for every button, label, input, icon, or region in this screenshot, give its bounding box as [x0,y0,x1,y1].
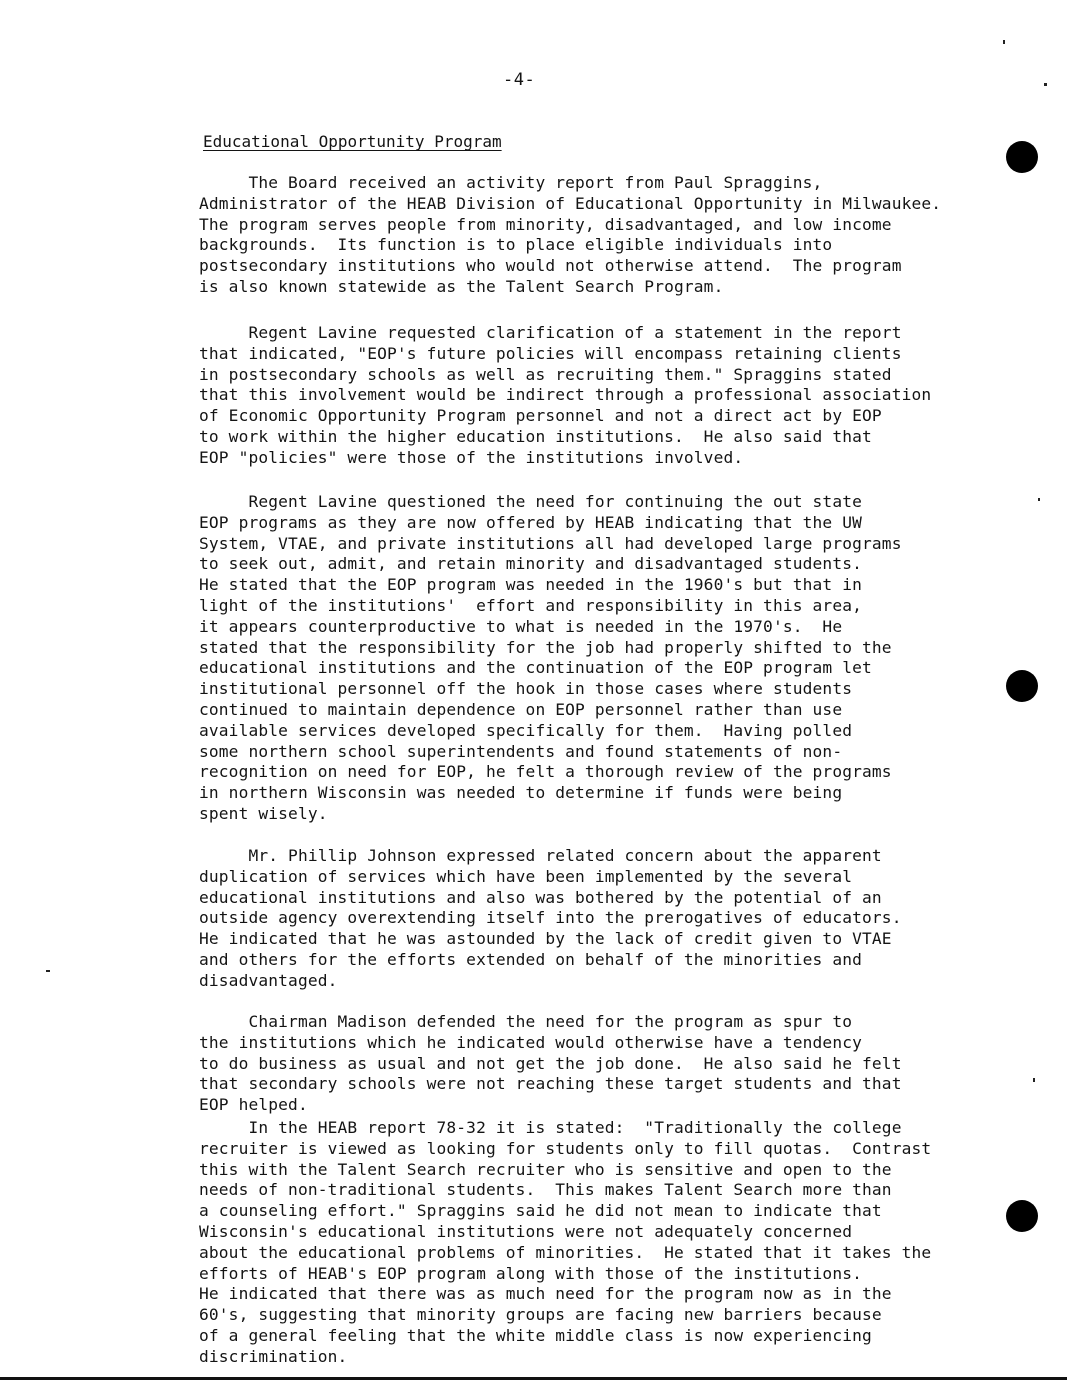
text-line: institutional personnel off the hook in those cases where students [199,679,853,699]
text-line: in northern Wisconsin was needed to determine if funds were being [199,783,843,803]
text-line: He indicated that there was as much need for the program now as in the [199,1284,892,1304]
text-line: EOP programs as they are now offered by HEAB indicating that the UW [199,512,863,532]
text-line: The Board received an activity report from Paul Spraggins, [199,173,823,192]
text-line: that secondary schools were not reaching these target students and that [199,1074,902,1094]
paragraph-johnson-concern [199,846,902,992]
text-line: about the educational problems of minorities. He stated that it takes the [199,1242,932,1262]
paragraph-madison-defended [199,1012,902,1116]
punch-hole [1006,141,1038,173]
scan-speck [46,970,50,972]
text-line: Mr. Phillip Johnson expressed related concern about the apparent [199,846,882,865]
text-line: duplication of services which have been implemented by the several [199,866,853,886]
text-line: Wisconsin's educational institutions were not adequately concerned [199,1221,853,1241]
scan-speck [1033,1078,1035,1082]
text-line: He indicated that he was astounded by the lack of credit given to VTAE [199,929,892,949]
text-line: System, VTAE, and private institutions all had developed large programs [199,533,902,553]
text-line: needs of non-traditional students. This makes Talent Search more than [199,1180,892,1200]
text-line: In the HEAB report 78-32 it is stated: "Traditionally the college [199,1118,902,1137]
text-line: to work within the higher education institutions. He also said that [199,426,872,446]
text-line: Regent Lavine questioned the need for continuing the out state [199,492,863,511]
text-line: some northern school superintendents and found statements of non- [199,741,843,761]
punch-hole [1006,670,1038,702]
text-line: He stated that the EOP program was needed in the 1960's but that in [199,575,863,595]
text-line: that indicated, "EOP's future policies will encompass retaining clients [199,343,902,363]
text-line: educational institutions and also was bothered by the potential of an [199,887,882,907]
text-line: backgrounds. Its function is to place eligible individuals into [199,235,833,255]
text-line: efforts of HEAB's EOP program along with those of the institutions. [199,1263,863,1283]
text-line: it appears counterproductive to what is needed in the 1970's. He [199,616,843,636]
text-line: stated that the responsibility for the job had properly shifted to the [199,637,892,657]
text-line: a counseling effort." Spraggins said he did not mean to indicate that [199,1201,882,1221]
scan-speck [1003,40,1005,44]
text-line: this with the Talent Search recruiter who is sensitive and open to the [199,1159,892,1179]
text-line: is also known statewide as the Talent Search Program. [199,276,724,296]
text-line: outside agency overextending itself into the prerogatives of educators. [199,908,902,928]
text-line: available services developed specifically for them. Having polled [199,720,853,740]
scan-speck [1044,83,1047,86]
scan-speck [1038,498,1040,501]
paragraph-heab-report [199,1118,931,1368]
text-line: recognition on need for EOP, he felt a thorough review of the programs [199,762,892,782]
text-line: disadvantaged. [199,970,338,990]
paragraph-lavine-clarification [199,323,931,469]
text-line: discrimination. [199,1346,348,1366]
text-line: and others for the efforts extended on behalf of the minorities and [199,949,863,969]
text-line: postsecondary institutions who would not otherwise attend. The program [199,256,902,276]
text-line: of a general feeling that the white middle class is now experiencing [199,1325,872,1345]
text-line: 60's, suggesting that minority groups are facing new barriers because [199,1305,882,1325]
text-line: to seek out, admit, and retain minority and disadvantaged students. [199,554,863,574]
text-line: educational institutions and the continuation of the EOP program let [199,658,872,678]
page-number: -4- [503,70,536,90]
text-line: continued to maintain dependence on EOP personnel rather than use [199,699,843,719]
section-heading: Educational Opportunity Program [203,132,502,151]
text-line: Regent Lavine requested clarification of a statement in the report [199,323,902,342]
text-line: EOP "policies" were those of the institutions involved. [199,447,744,467]
text-line: light of the institutions' effort and responsibility in this area, [199,595,863,615]
punch-hole [1006,1200,1038,1232]
paragraph-activity-report [199,173,941,298]
text-line: Chairman Madison defended the need for the program as spur to [199,1012,853,1031]
text-line: in postsecondary schools as well as recruiting them." Spraggins stated [199,364,892,384]
text-line: recruiter is viewed as looking for students only to fill quotas. Contrast [199,1138,932,1158]
text-line: Administrator of the HEAB Division of Educational Opportunity in Milwaukee. [199,193,942,213]
text-line: of Economic Opportunity Program personnel and not a direct act by EOP [199,406,882,426]
text-line: the institutions which he indicated would otherwise have a tendency [199,1032,863,1052]
text-line: that this involvement would be indirect through a professional association [199,385,932,405]
paragraph-lavine-questioned [199,492,902,825]
text-line: to do business as usual and not get the job done. He also said he felt [199,1053,902,1073]
text-line: The program serves people from minority, disadvantaged, and low income [199,214,892,234]
text-line: EOP helped. [199,1095,308,1115]
text-line: spent wisely. [199,803,328,823]
